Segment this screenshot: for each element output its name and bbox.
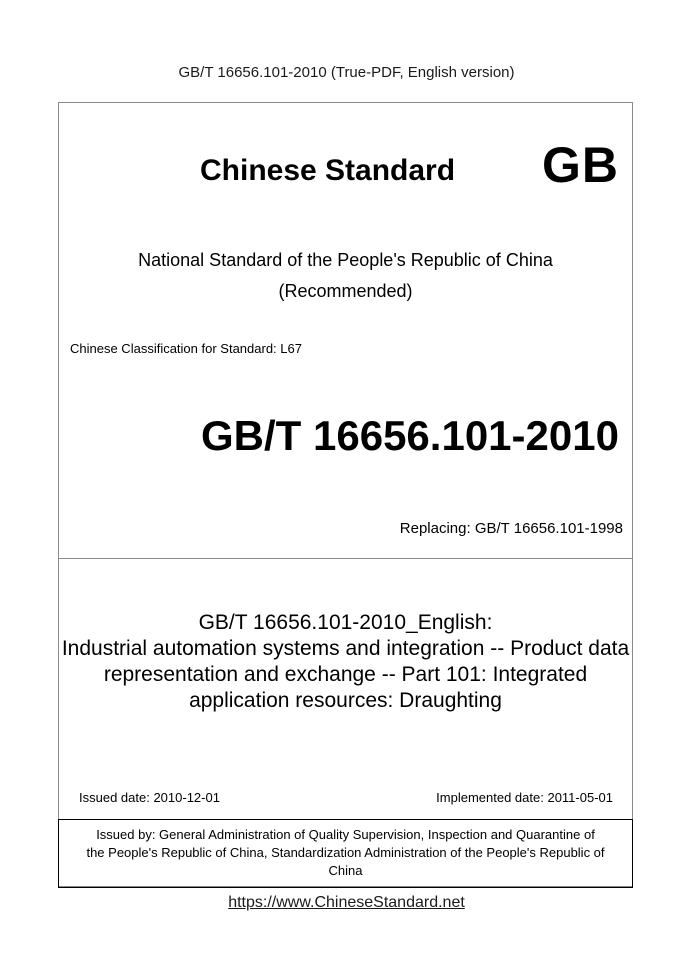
- cover-frame: [58, 102, 633, 887]
- title-line: GB/T 16656.101-2010_English:: [198, 611, 493, 634]
- recommended-line: (Recommended): [278, 281, 413, 301]
- document-title-block: [58, 610, 633, 714]
- website-link[interactable]: https://www.ChineseStandard.net: [228, 894, 465, 911]
- publisher-text: [60, 826, 631, 880]
- replacing-label: Replacing: GB/T 16656.101-1998: [399, 520, 623, 537]
- title-line: representation and exchange -- Part 101: Integrated: [103, 663, 588, 686]
- title-line: Industrial automation systems and integration -- Product data: [61, 637, 630, 660]
- classification-label: Chinese Classification for Standard: L67: [70, 341, 302, 356]
- chinese-standard-heading: Chinese Standard: [200, 154, 456, 187]
- standard-number: GB/T 16656.101-2010: [201, 412, 619, 459]
- publisher-line: the People's Republic of China, Standardization Administration of the People's Republic of: [86, 845, 605, 860]
- title-line: application resources: Draughting: [189, 689, 502, 712]
- document-header-title: GB/T 16656.101-2010 (True-PDF, English version): [178, 64, 515, 81]
- implemented-date: Implemented date: 2011-05-01: [436, 790, 613, 805]
- gb-logo: GB: [542, 137, 619, 193]
- section-divider: [58, 558, 633, 559]
- issued-date: Issued date: 2010-12-01: [79, 790, 220, 805]
- national-standard-line: National Standard of the People's Republic of China: [138, 250, 553, 270]
- publisher-line: Issued by: General Administration of Quality Supervision, Inspection and Quarantine of: [96, 827, 595, 842]
- publisher-line: China: [328, 863, 363, 878]
